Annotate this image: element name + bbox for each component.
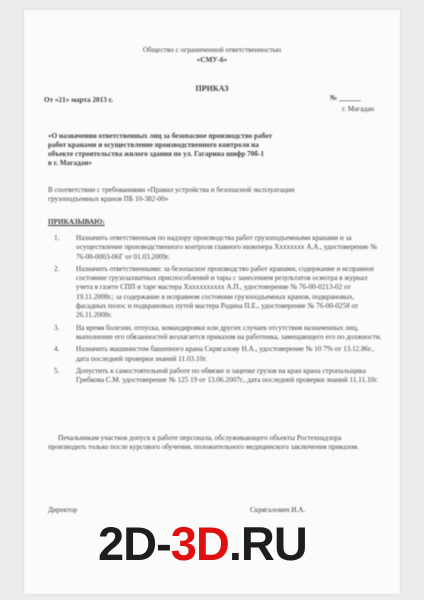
- item-number: 4.: [54, 345, 60, 354]
- order-heading: ПРИКАЗЫВАЮ:: [48, 218, 105, 226]
- watermark-logo: [98, 519, 307, 569]
- doc-city: г. Магадан: [342, 105, 375, 113]
- item-number: 1.: [54, 234, 60, 242]
- item-text: На время болезни, отпуска, командировки или других случаев отсутствия назначенных лиц, выполнение его обязанностей возлагается приказом на работника, замещающего его по должности.: [76, 323, 382, 341]
- list-item: [48, 324, 384, 343]
- item-text: Назначить ответственным по надзору производства работ грузоподъемными кранами и за осуществление производственного контроля главного инженера Хххххххх А.А., удостоверение № 76-00-0003-06Г от 01.03.2009г.: [76, 234, 378, 261]
- signature-name: Скрягалович И.А.: [250, 506, 306, 514]
- subject-line1: «О назначении ответственных лиц за безопасное производство работ: [48, 132, 273, 140]
- preamble-line2: грузоподъемных кранов ПБ 10-382-00»: [48, 195, 169, 203]
- doc-number: № ______: [330, 94, 361, 102]
- subject-line4: в г. Магадан»: [48, 159, 92, 167]
- item-text: Назначить ответственными: за безопасное производство работ кранами, содержание и исправное состояние грузозахватных приспособлений и тары с занесением результатов осмотра в журнал учета в газете СПП и таре мастера Ххххххххххх А.П., удостоверение № 76-00-0213-02 от 19.11.2008г.; за содержание в исправном состоянии грузоподъемных кранов, подкрановых, фасадных полос и подкрановых путей мастера Родина П.Е., удостоверение № 76-00-0258 от 26.11.2008г.: [76, 264, 375, 320]
- doc-date: От «21» марта 2013 г.: [44, 96, 113, 104]
- item-text: Допустить к самостоятельной работе по обвязке и зацепке грузов на кран крана стропальщика Грибкова С.М. удостоверение № 125 19 от 13.06.2007г., дата последней проверки знаний 11.11.10г.: [76, 366, 379, 385]
- doc-title: ПРИКАЗ: [195, 84, 229, 93]
- org-name-line1: Общество с ограниченной ответственностью: [142, 46, 282, 54]
- item-number: 2.: [54, 264, 60, 273]
- subject-line3: объекте строительства жилого здания по ул. Гагарина шифр 70б-1: [48, 150, 264, 158]
- order-items: [48, 234, 384, 388]
- item-number: 5.: [54, 366, 60, 375]
- item-text: Назначить машинистом башенного крана Скрягалову Н.А., удостоверение № 10 7% от 13.12.86г., дата последней проверки знаний 11.03.10г.: [76, 345, 374, 363]
- org-name-line2: «СМУ-6»: [196, 56, 228, 64]
- subject-line2: работ кранами и осуществление производственного контроля на: [48, 141, 259, 149]
- item-number: 3.: [54, 323, 60, 332]
- preamble-line1: В соответствии с требованиями «Правил устройства и безопасной эксплуатации: [48, 186, 295, 194]
- list-item: [48, 234, 384, 262]
- signature-role: Директор: [48, 506, 78, 514]
- list-item: [48, 265, 384, 321]
- closing-paragraph: Печальникам участков допуск к работе персонала, обслуживающего объекты Ростехнадзора производить только после курсового обучения, положительного медицинского заключения приказом.: [48, 434, 359, 452]
- document-page: [24, 10, 400, 594]
- watermark-part1: 2D-: [98, 517, 171, 570]
- list-item: [48, 345, 384, 364]
- list-item: [48, 367, 384, 386]
- watermark-part2: 3D: [170, 517, 229, 570]
- watermark-part3: .RU: [228, 517, 307, 570]
